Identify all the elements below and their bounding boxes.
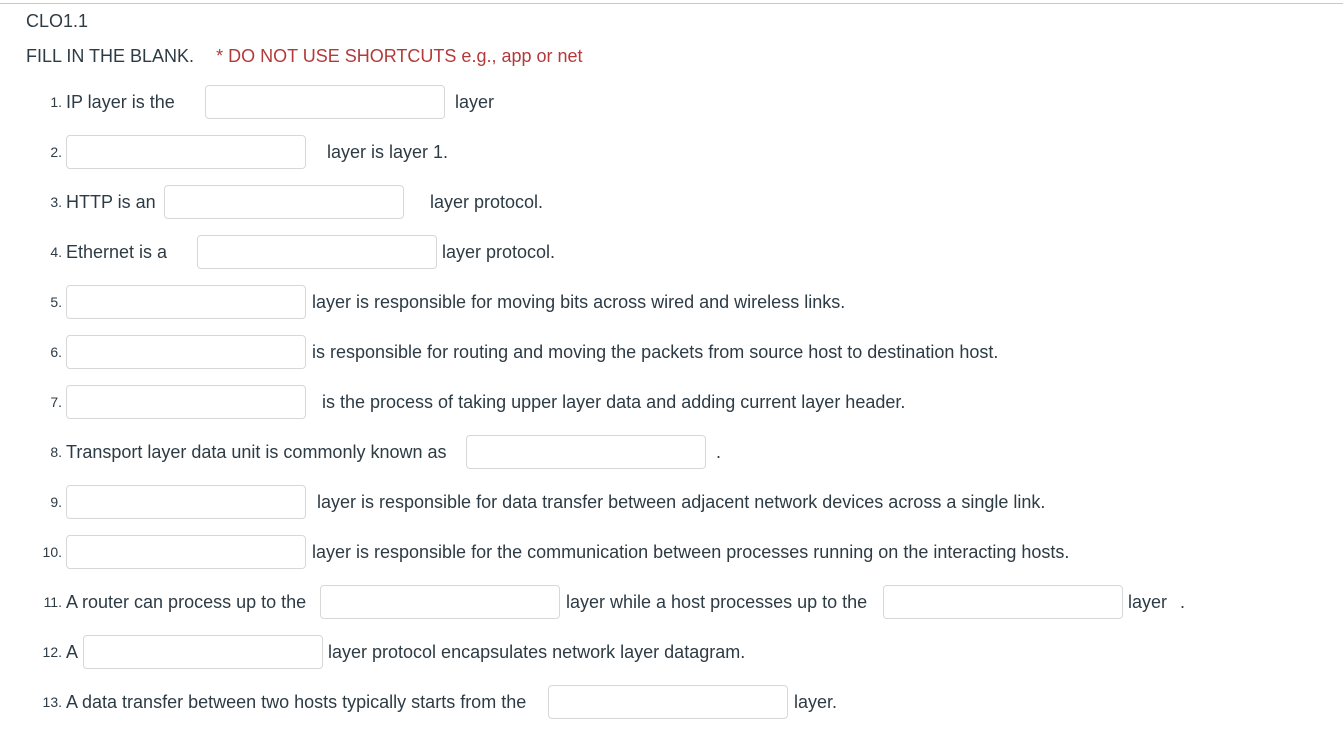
- question-text-end: .: [1180, 592, 1186, 612]
- question-text-after: layer protocol encapsulates network layer datagram.: [328, 642, 746, 662]
- question-text-after: is the process of taking upper layer data and adding current layer header.: [322, 392, 906, 412]
- question-text-before: A: [66, 642, 79, 662]
- answer-input-11b[interactable]: [883, 585, 1123, 619]
- question-number: 6.: [50, 344, 62, 360]
- question-9: [0, 485, 1343, 519]
- question-text-before: A data transfer between two hosts typically starts from the: [66, 692, 527, 712]
- question-number: 2.: [50, 144, 62, 160]
- instructions: [26, 46, 583, 67]
- answer-input-2[interactable]: [66, 135, 306, 169]
- question-6: [0, 335, 1343, 369]
- top-divider: [0, 3, 1343, 4]
- answer-input-4[interactable]: [197, 235, 437, 269]
- answer-input-3[interactable]: [164, 185, 404, 219]
- question-1: [0, 85, 1343, 119]
- question-text-before: A router can process up to the: [66, 592, 307, 612]
- question-text-before: Ethernet is a: [66, 242, 168, 262]
- question-11: [0, 585, 1343, 619]
- question-text-after: layer protocol.: [430, 192, 544, 212]
- question-number: 1.: [50, 94, 62, 110]
- question-text-after: .: [716, 442, 722, 462]
- question-13: [0, 685, 1343, 719]
- question-text-after: layer protocol.: [442, 242, 556, 262]
- question-text-after: layer is responsible for the communication between processes running on the interacting hosts.: [312, 542, 1070, 562]
- question-number: 7.: [50, 394, 62, 410]
- answer-input-7[interactable]: [66, 385, 306, 419]
- answer-input-5[interactable]: [66, 285, 306, 319]
- question-text-after: layer is responsible for moving bits across wired and wireless links.: [312, 292, 846, 312]
- answer-input-6[interactable]: [66, 335, 306, 369]
- question-text-middle: layer while a host processes up to the: [566, 592, 868, 612]
- page-title: CLO1.1: [26, 11, 89, 31]
- question-number: 8.: [50, 444, 62, 460]
- answer-input-8[interactable]: [466, 435, 706, 469]
- warning-text: * DO NOT USE SHORTCUTS e.g., app or net: [216, 46, 583, 66]
- question-10: [0, 535, 1343, 569]
- answer-input-9[interactable]: [66, 485, 306, 519]
- question-text-before: HTTP is an: [66, 192, 156, 212]
- question-4: [0, 235, 1343, 269]
- question-number: 3.: [50, 194, 62, 210]
- answer-input-11a[interactable]: [320, 585, 560, 619]
- question-number: 5.: [50, 294, 62, 310]
- question-number: 9.: [50, 494, 62, 510]
- question-text-after: is responsible for routing and moving the packets from source host to destination host.: [312, 342, 999, 362]
- question-12: [0, 635, 1343, 669]
- instruction-text: FILL IN THE BLANK.: [26, 46, 195, 66]
- answer-input-10[interactable]: [66, 535, 306, 569]
- answer-input-12[interactable]: [83, 635, 323, 669]
- question-2: [0, 135, 1343, 169]
- question-text-after: layer.: [794, 692, 838, 712]
- question-number: 10.: [42, 544, 62, 560]
- question-text-after: layer is layer 1.: [327, 142, 449, 162]
- question-text-after: layer: [1128, 592, 1168, 612]
- question-number: 4.: [50, 244, 62, 260]
- question-3: [0, 185, 1343, 219]
- question-text-before: Transport layer data unit is commonly known as: [66, 442, 447, 462]
- question-5: [0, 285, 1343, 319]
- question-text-before: IP layer is the: [66, 92, 175, 112]
- question-number: 13.: [42, 694, 62, 710]
- question-number: 12.: [42, 644, 62, 660]
- question-text-after: layer: [455, 92, 495, 112]
- question-7: [0, 385, 1343, 419]
- question-8: [0, 435, 1343, 469]
- answer-input-13[interactable]: [548, 685, 788, 719]
- answer-input-1[interactable]: [205, 85, 445, 119]
- question-number: 11.: [43, 594, 62, 610]
- question-text-after: layer is responsible for data transfer between adjacent network devices across a single link.: [317, 492, 1046, 512]
